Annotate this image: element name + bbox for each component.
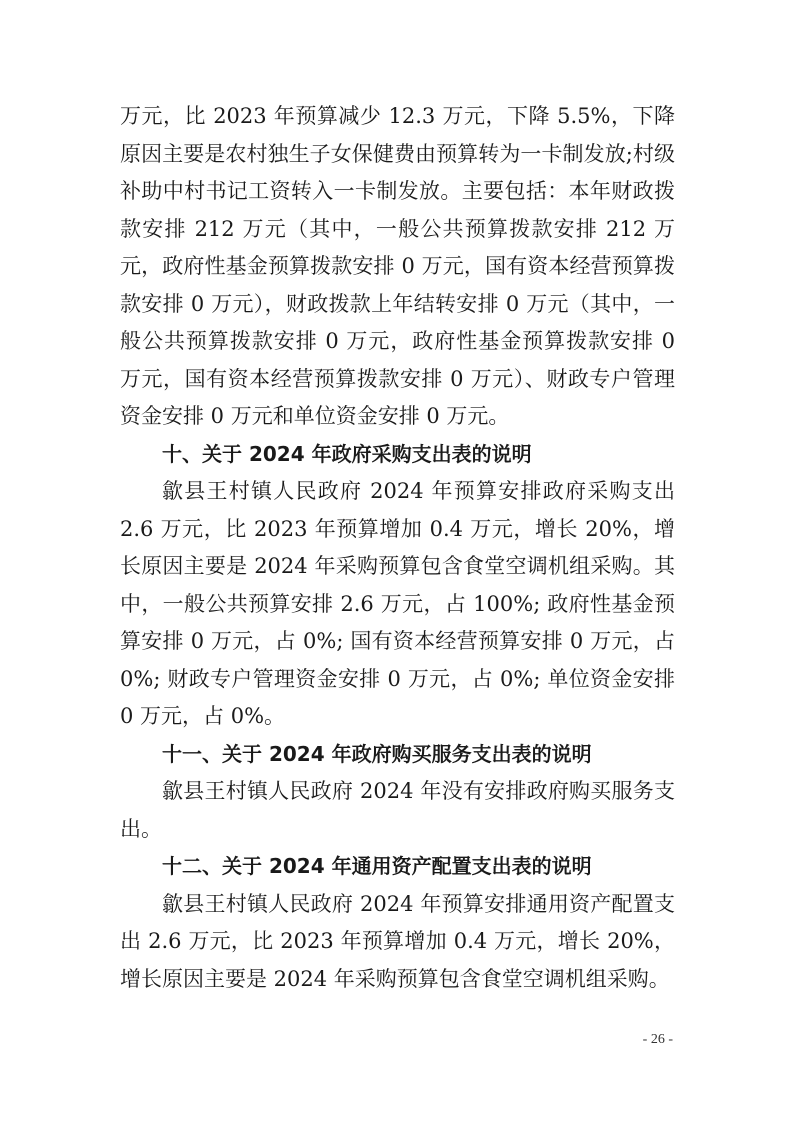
paragraph-asset-allocation: 歙县王村镇人民政府 2024 年预算安排通用资产配置支出 2.6 万元，比 2023 年预算增加 0.4 万元，增长 20%，增长原因主要是 2024 年采购预算包含食堂空调机组采购。 xyxy=(120,891,675,991)
page-number: - 26 - xyxy=(642,1032,673,1047)
paragraph-budget-summary: 万元，比 2023 年预算减少 12.3 万元，下降 5.5%，下降原因主要是农村独生子女保健费由预算转为一卡制发放;村级补助中村书记工资转入一卡制发放。主要包括：本年财政拨款安排 212 万元（其中，一般公共预算拨款安排 212 万元，政府性基金预算拨款安排 0 万元，国有资本经营预算拨款安排 0 万元），财政拨款上年结转安排 0 万元（其中，一般公共预算拨款安排 0 万元，政府性基金预算拨款安排 0 万元，国有资本经营预算拨款安排 0 万元）、财政专户管理资金安排 0 万元和单位资金安排 0 万元。 xyxy=(120,104,675,428)
section-heading-purchase-services: 十一、关于 2024 年政府购买服务支出表的说明 xyxy=(162,741,592,766)
section-heading-asset-allocation: 十二、关于 2024 年通用资产配置支出表的说明 xyxy=(162,854,592,878)
document-body xyxy=(120,98,675,998)
paragraph-purchase-services: 歙县王村镇人民政府 2024 年没有安排政府购买服务支出。 xyxy=(120,779,675,841)
paragraph-procurement: 歙县王村镇人民政府 2024 年预算安排政府采购支出 2.6 万元，比 2023 年预算增加 0.4 万元，增长 20%，增长原因主要是 2024 年采购预算包含食堂空调机组采购。其中，一般公共预算安排 2.6 万元，占 100%; 政府性基金预算安排 0 万元，占 0%; 国有资本经营预算安排 0 万元，占 0%; 财政专户管理资金安排 0 万元，占 0%; 单位资金安排 0 万元，占 0%。 xyxy=(120,479,675,728)
section-heading-procurement: 十、关于 2024 年政府采购支出表的说明 xyxy=(162,441,532,466)
